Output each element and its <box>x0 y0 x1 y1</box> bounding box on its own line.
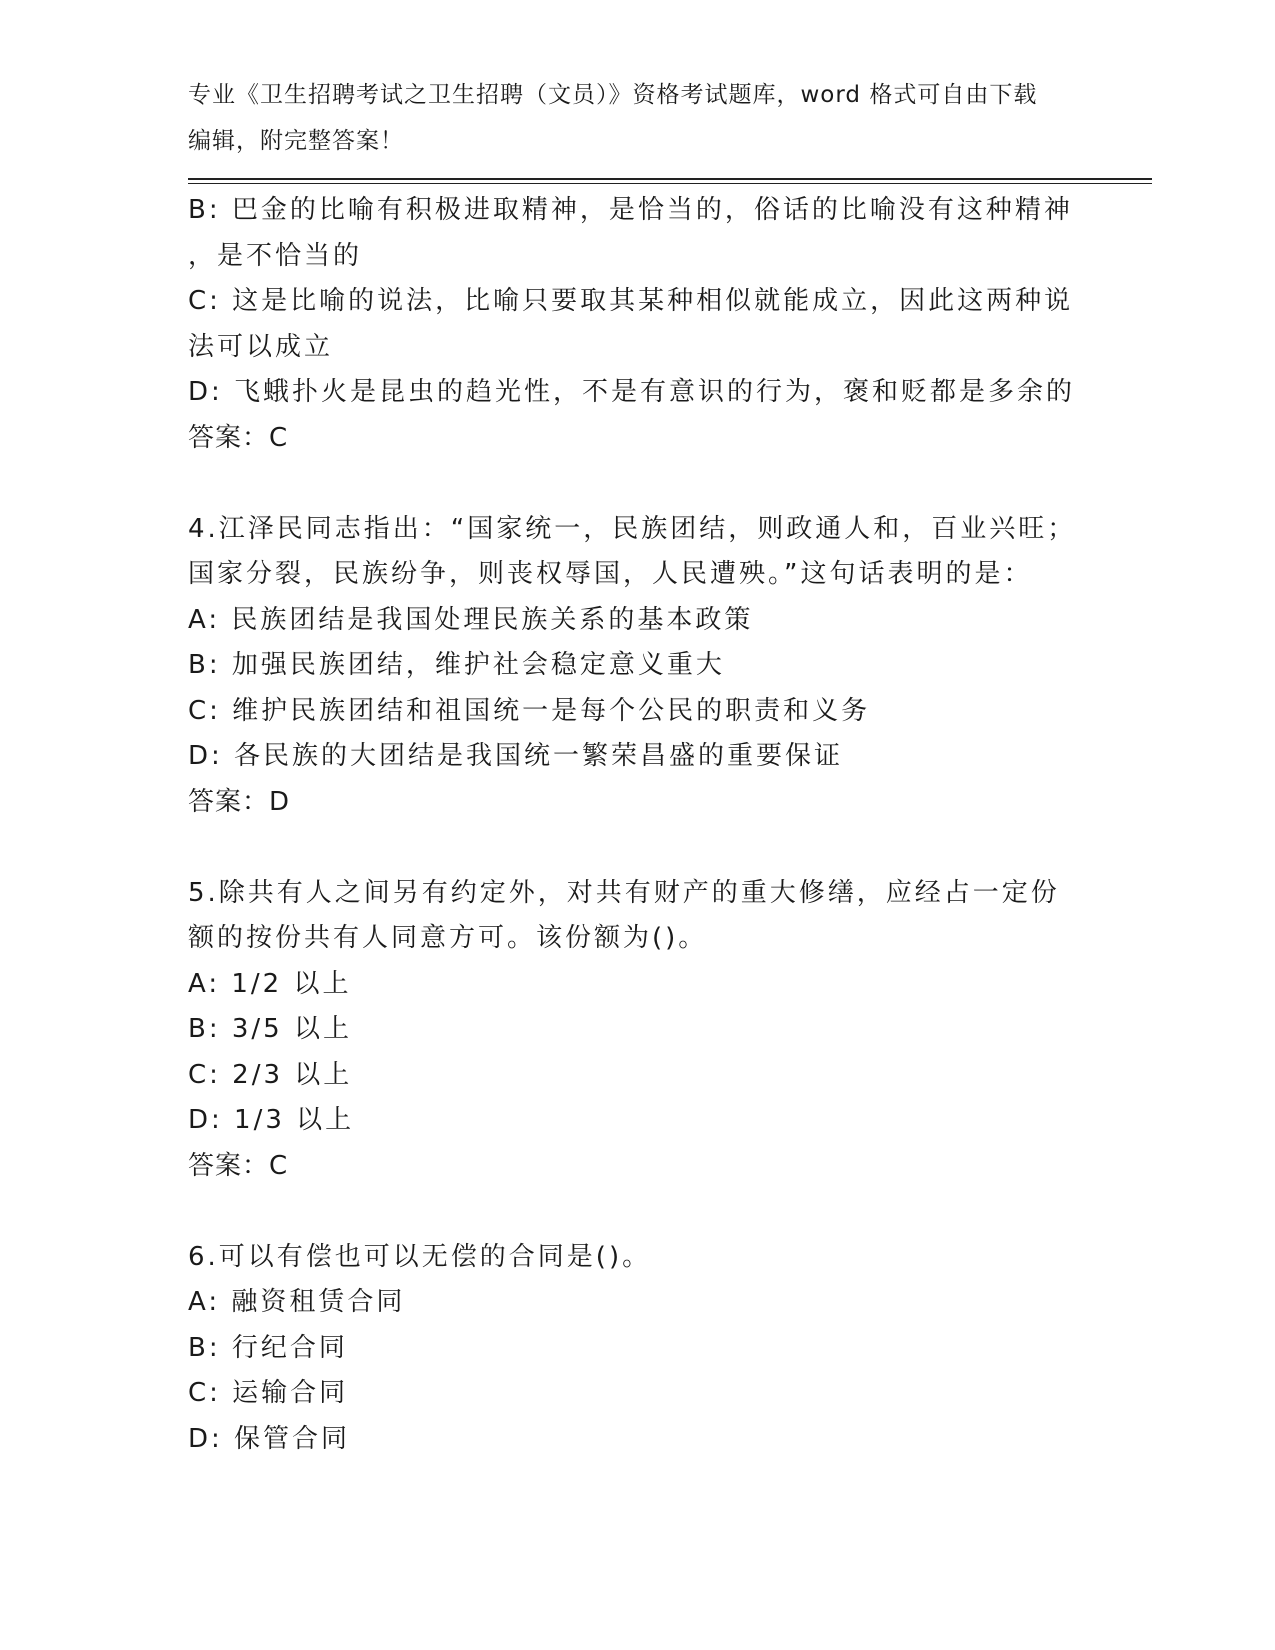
question-5 <box>188 871 1088 1190</box>
q4-option-d: D: 各民族的大团结是我国统一繁荣昌盛的重要保证 <box>188 741 844 771</box>
q4-option-b: B: 加强民族团结，维护社会稳定意义重大 <box>188 650 725 680</box>
header-line-2: 编辑，附完整答案！ <box>188 127 404 154</box>
q3-option-c-line-2: 法可以成立 <box>188 331 334 362</box>
q3-answer: 答案：C <box>188 422 289 453</box>
question-3 <box>188 188 1088 461</box>
q5-option-a: A: 1/2 以上 <box>188 968 352 999</box>
spacer <box>188 825 1088 871</box>
q4-answer: 答案：D <box>188 786 291 817</box>
q5-stem-line-2: 额的按份共有人同意方可。该份额为()。 <box>188 923 708 953</box>
spacer <box>188 1189 1088 1235</box>
header-line-1: 专业《卫生招聘考试之卫生招聘（文员）》资格考试题库，word 格式可自由下载 <box>188 82 1038 108</box>
q6-option-c: C: 运输合同 <box>188 1378 349 1408</box>
q3-option-c-line-1: C: 这是比喻的说法，比喻只要取其某种相似就能成立，因此这两种说 <box>188 286 1074 316</box>
header-divider-thin <box>188 183 1152 184</box>
q4-option-a: A: 民族团结是我国处理民族关系的基本政策 <box>188 604 754 635</box>
q4-option-c: C: 维护民族团结和祖国统一是每个公民的职责和义务 <box>188 695 871 726</box>
q4-stem-line-2: 国家分裂，民族纷争，则丧权辱国，人民遭殃。”这句话表明的是： <box>188 559 1033 589</box>
page-header <box>188 73 1088 164</box>
header-divider-thick <box>188 178 1152 180</box>
q5-answer: 答案：C <box>188 1150 289 1181</box>
spacer <box>188 461 1088 507</box>
q6-option-a: A: 融资租赁合同 <box>188 1287 406 1317</box>
q5-option-c: C: 2/3 以上 <box>188 1059 353 1090</box>
q6-option-b: B: 行纪合同 <box>188 1332 348 1363</box>
q5-stem-line-1: 5.除共有人之间另有约定外，对共有财产的重大修缮，应经占一定份 <box>188 877 1060 908</box>
question-4 <box>188 507 1088 826</box>
q3-option-b-line-2: ，是不恰当的 <box>188 240 363 271</box>
q3-option-d: D: 飞蛾扑火是昆虫的趋光性，不是有意识的行为，褒和贬都是多余的 <box>188 377 1076 407</box>
q5-option-b: B: 3/5 以上 <box>188 1014 352 1044</box>
q4-stem-line-1: 4.江泽民同志指出：“国家统一，民族团结，则政通人和，百业兴旺； <box>188 513 1077 544</box>
question-list <box>188 188 1088 1462</box>
q5-option-d: D: 1/3 以上 <box>188 1105 355 1135</box>
q6-stem: 6.可以有偿也可以无偿的合同是()。 <box>188 1241 652 1272</box>
q6-option-d: D: 保管合同 <box>188 1423 351 1454</box>
question-6 <box>188 1235 1088 1463</box>
q3-option-b-line-1: B: 巴金的比喻有积极进取精神，是恰当的，俗话的比喻没有这种精神 <box>188 195 1073 225</box>
